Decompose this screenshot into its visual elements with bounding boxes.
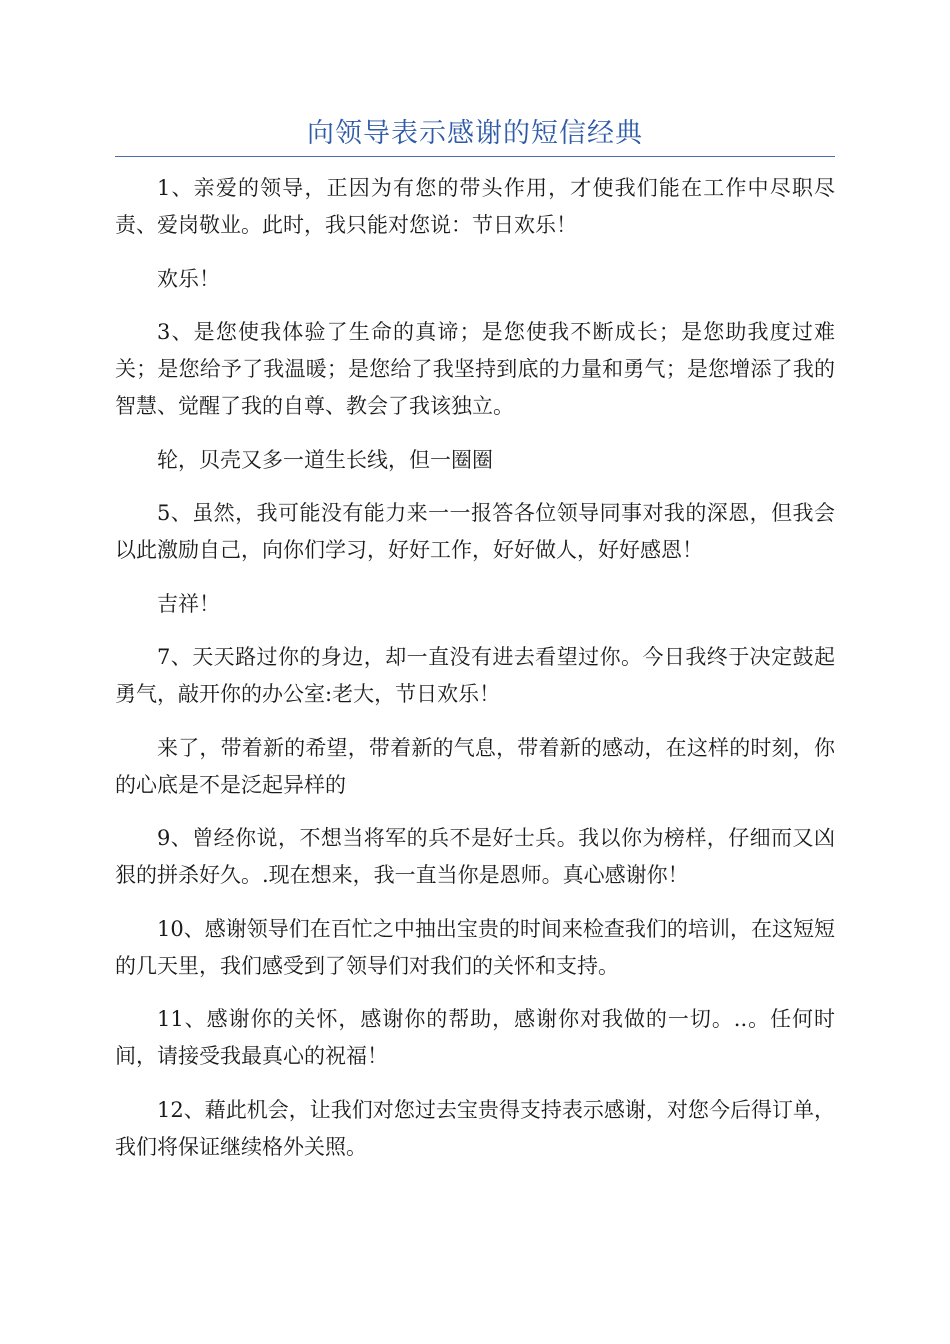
title-block [115,112,835,157]
paragraph-1: 1、亲爱的领导，正因为有您的带头作用，才使我们能在工作中尽职尽责、爱岗敬业。此时，我只能对您说：节日欢乐！ [115,176,835,237]
paragraph-4: 轮，贝壳又多一道生长线，但一圈圈 [157,447,493,472]
page-title: 向领导表示感谢的短信经典 [307,118,643,149]
paragraph-10: 10、感谢领导们在百忙之中抽出宝贵的时间来检查我们的培训，在这短短的几天里，我们感受到了领导们对我们的关怀和支持。 [115,916,835,978]
paragraph-12: 12、藉此机会，让我们对您过去宝贵得支持表示感谢，对您今后得订单，我们将保证继续格外关照。 [115,1097,835,1159]
paragraph-5: 5、虽然，我可能没有能力来一一报答各位领导同事对我的深恩，但我会以此激励自己，向你们学习，好好工作，好好做人，好好感恩！ [115,501,835,562]
paragraph-3: 3、是您使我体验了生命的真谛；是您使我不断成长；是您助我度过难关；是您给予了我温暖；是您给了我坚持到底的力量和勇气；是您增添了我的智慧、觉醒了我的自尊、教会了我该独立。 [115,320,835,418]
paragraph-2: 欢乐！ [157,266,220,291]
paragraph-9: 9、曾经你说，不想当将军的兵不是好士兵。我以你为榜样，仔细而又凶狠的拼杀好久。.现在想来，我一直当你是恩师。真心感谢你！ [115,826,835,887]
paragraph-8: 来了，带着新的希望，带着新的气息，带着新的感动，在这样的时刻，你的心底是不是泛起异样的 [115,735,835,797]
paragraph-11: 11、感谢你的关怀，感谢你的帮助，感谢你对我做的一切。..。任何时间，请接受我最真心的祝福！ [115,1007,835,1068]
paragraph-7: 7、天天路过你的身边，却一直没有进去看望过你。今日我终于决定鼓起勇气，敲开你的办公室:老大，节日欢乐！ [115,645,835,706]
paragraph-6: 吉祥！ [157,591,220,616]
document-body [115,170,835,1182]
